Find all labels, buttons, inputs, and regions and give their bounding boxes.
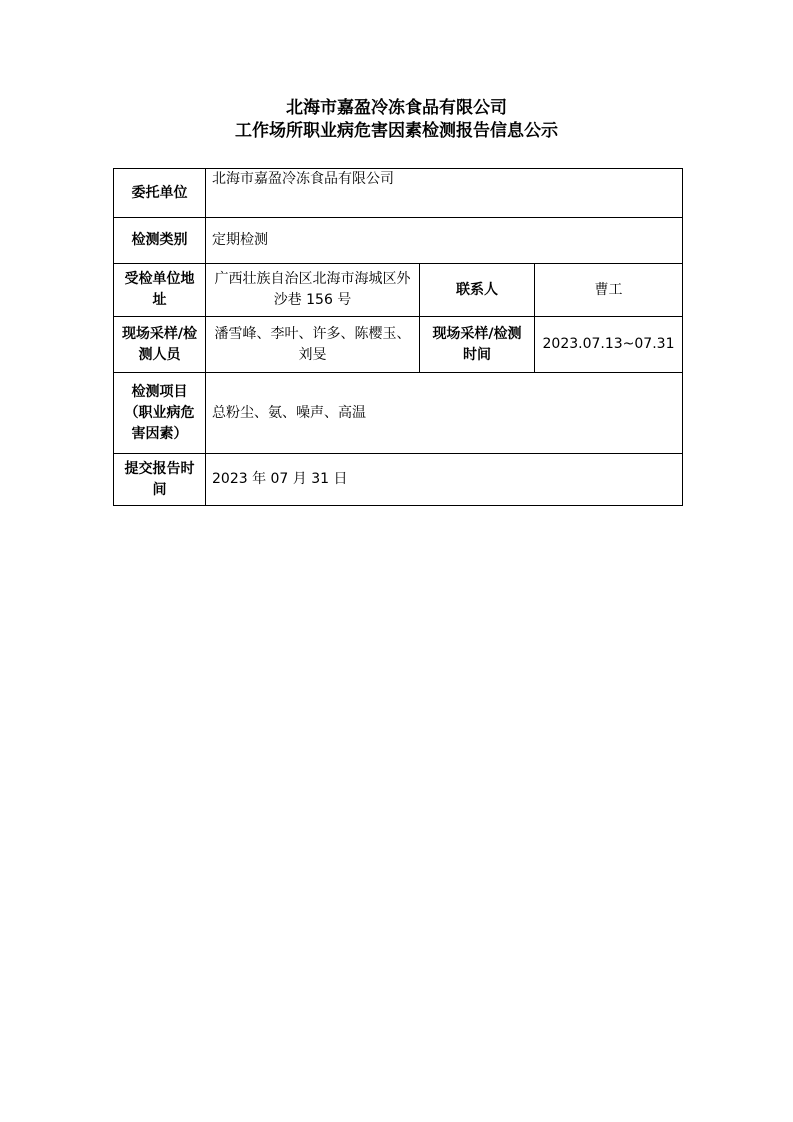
table-row-address xyxy=(114,264,683,317)
staff-value: 潘雪峰、李叶、许多、陈樱玉、刘旻 xyxy=(206,317,420,373)
time-label: 现场采样/检测时间 xyxy=(420,317,535,373)
table-row-client xyxy=(114,169,683,218)
address-label: 受检单位地址 xyxy=(114,264,206,317)
table-row-category xyxy=(114,218,683,264)
company-title: 北海市嘉盈冷冻食品有限公司 xyxy=(286,98,507,118)
category-value: 定期检测 xyxy=(206,218,683,264)
table-row-report xyxy=(114,454,683,506)
category-label: 检测类别 xyxy=(114,218,206,264)
address-value: 广西壮族自治区北海市海城区外沙巷 156 号 xyxy=(206,264,420,317)
table-row-staff xyxy=(114,317,683,373)
contact-label: 联系人 xyxy=(420,264,535,317)
staff-label: 现场采样/检测人员 xyxy=(114,317,206,373)
client-value: 北海市嘉盈冷冻食品有限公司 xyxy=(206,169,683,218)
document-title: 工作场所职业病危害因素检测报告信息公示 xyxy=(235,121,558,141)
items-value: 总粉尘、氨、噪声、高温 xyxy=(206,373,683,454)
report-value: 2023 年 07 月 31 日 xyxy=(206,454,683,506)
client-label: 委托单位 xyxy=(114,169,206,218)
report-label: 提交报告时间 xyxy=(114,454,206,506)
info-table xyxy=(113,168,683,506)
contact-value: 曹工 xyxy=(535,264,683,317)
time-value: 2023.07.13~07.31 xyxy=(535,317,683,373)
items-label: 检测项目（职业病危害因素） xyxy=(114,373,206,454)
table-row-items xyxy=(114,373,683,454)
